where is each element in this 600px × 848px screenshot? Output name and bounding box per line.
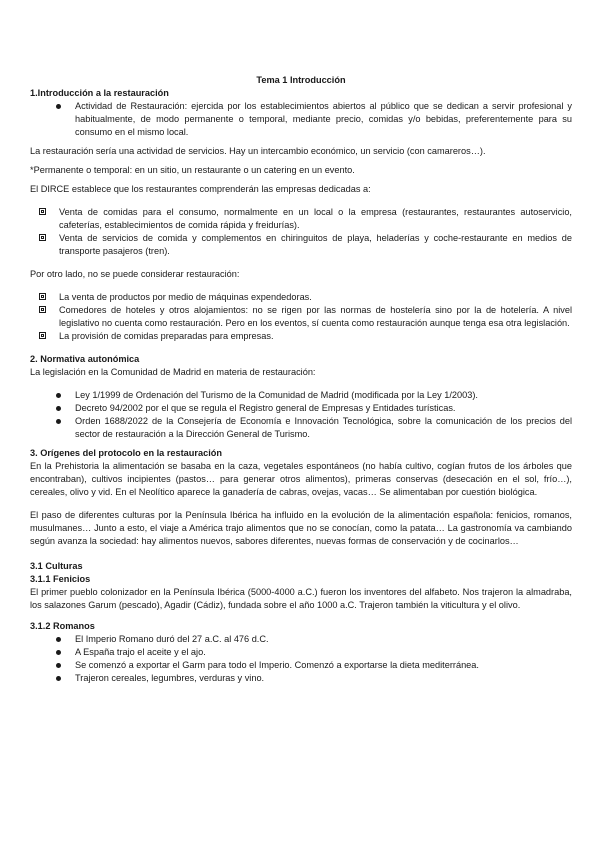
paragraph: En la Prehistoria la alimentación se basaba en la caza, vegetales espontáneos (no había cultivo, cogían frutos de los árboles que encontraban), cultivos incipientes (pastos… para generar otros alimentos), primeras conservas (desecación en el sol, frío…), cereales, olivo y vid. En el Neolítico aparece la ganadería de cabras, ovejas, vacas… Se alimentaban por cuestión biológica.	[30, 461, 572, 497]
list-item: El Imperio Romano duró del 27 a.C. al 476 d.C.	[30, 633, 572, 646]
section-2-heading: 2. Normativa autonómica	[30, 354, 140, 364]
paragraph: Por otro lado, no se puede considerar restauración:	[30, 269, 240, 279]
list-item: A España trajo el aceite y el ajo.	[30, 646, 572, 659]
paragraph: El DIRCE establece que los restaurantes comprenderán las empresas dedicadas a:	[30, 184, 371, 194]
list-item: Actividad de Restauración: ejercida por los establecimientos abiertos al público que se dedican a servir profesional y habitualmente, de modo permanente o temporal, mediante precio, comidas y/o bebidas, preferentemente para su consumo en el mismo local.	[30, 100, 572, 139]
subsection-3-1-1-heading: 3.1.1 Fenicios	[30, 574, 91, 584]
subsection-3-1-heading: 3.1 Culturas	[30, 561, 83, 571]
list-item: Comedores de hoteles y otros alojamientos: no se rigen por las normas de hostelería sino por la de hotelería. A nivel legislativo no cuenta como restauración. Pero en los eventos, sí cuenta como restauración aunque tenga esa otra legislación.	[30, 304, 572, 330]
list-item: Se comenzó a exportar el Garm para todo el Imperio. Comenzó a exportarse la dieta mediterránea.	[30, 659, 572, 672]
list-item: Orden 1688/2022 de la Consejería de Economía e Innovación Tecnológica, sobre la comunicación de los precios del sector de restauración a la Dirección General de Turismo.	[30, 415, 572, 441]
paragraph: El paso de diferentes culturas por la Península Ibérica ha influido en la evolución de la alimentación española: fenicios, romanos, musulmanes… Junto a esto, el viaje a América trajo alimentos que no se conocían, como la patata… La gastronomía va cambiando según avanza la sociedad: hay alimentos nuevos, sabores diferentes, nuevas formas de conservación y de cocinarlos…	[30, 510, 572, 546]
checkbox-bullet-icon	[39, 293, 46, 300]
document-title: Tema 1 Introducción	[256, 75, 346, 85]
checkbox-bullet-icon	[39, 306, 46, 313]
checkbox-bullet-icon	[39, 332, 46, 339]
paragraph: *Permanente o temporal: en un sitio, un restaurante o un catering en un evento.	[30, 165, 355, 175]
paragraph: La legislación en la Comunidad de Madrid en materia de restauración:	[30, 367, 316, 377]
paragraph: El primer pueblo colonizador en la Península Ibérica (5000-4000 a.C.) fueron los inventores del alfabeto. Nos trajeron la almadraba, los salazones Garum (pescado), Agadir (Cádiz), fundada sobre el año 1000 a.C. Trajeron también la viticultura y el olivo.	[30, 587, 572, 610]
checkbox-bullet-icon	[39, 208, 46, 215]
list-item: La venta de productos por medio de máquinas expendedoras.	[30, 291, 572, 304]
list-item: Venta de servicios de comida y complementos en chiringuitos de playa, heladerías y coche-restaurante en medios de transporte pasajeros (tren).	[30, 232, 572, 258]
not-restauration-list	[30, 291, 572, 343]
section-3-heading: 3. Orígenes del protocolo en la restauración	[30, 448, 222, 458]
checkbox-bullet-icon	[39, 234, 46, 241]
list-item: La provisión de comidas preparadas para empresas.	[30, 330, 572, 343]
paragraph: La restauración sería una actividad de servicios. Hay un intercambio económico, un servicio (con camareros…).	[30, 146, 486, 156]
list-item: Trajeron cereales, legumbres, verduras y vino.	[30, 672, 572, 685]
document-page	[30, 74, 572, 685]
dirce-list	[30, 206, 572, 258]
list-item: Decreto 94/2002 por el que se regula el Registro general de Empresas y Entidades turísticas.	[30, 402, 572, 415]
list-item: Venta de comidas para el consumo, normalmente en un local o la empresa (restaurantes, restaurantes autoservicio, cafeterías, establecimientos de comida rápida y freidurías).	[30, 206, 572, 232]
subsection-3-1-2-heading: 3.1.2 Romanos	[30, 621, 95, 631]
section-1-bullet-list	[30, 100, 572, 139]
legislation-list	[30, 389, 572, 441]
list-item: Ley 1/1999 de Ordenación del Turismo de la Comunidad de Madrid (modificada por la Ley 1/2003).	[30, 389, 572, 402]
section-1-heading: 1.Introducción a la restauración	[30, 88, 169, 98]
romanos-list	[30, 633, 572, 685]
